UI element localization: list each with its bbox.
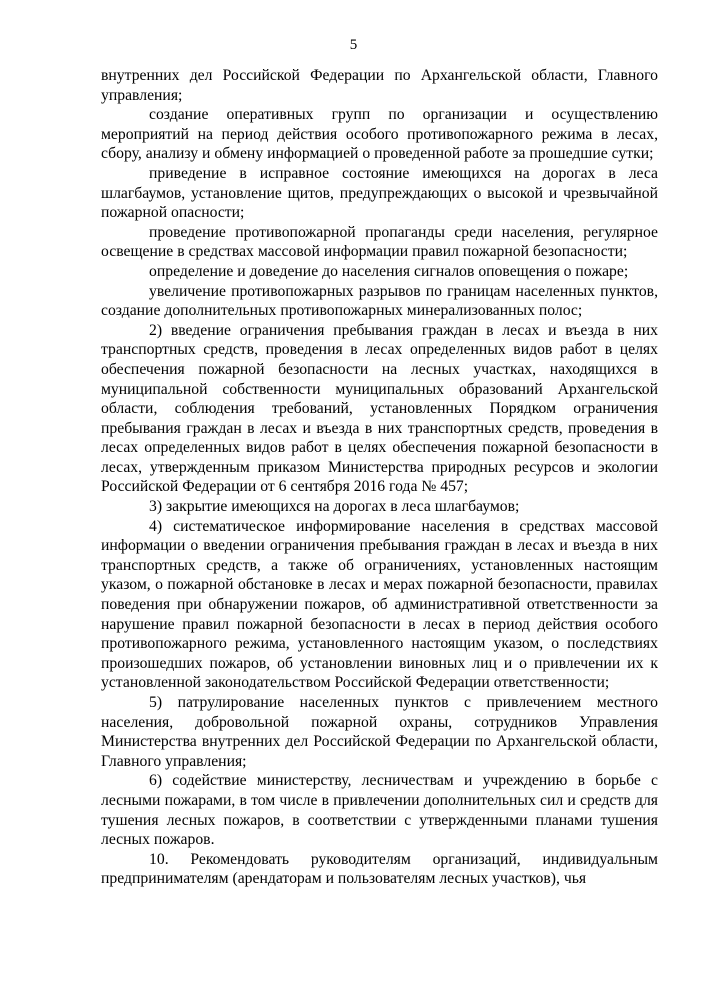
paragraph-item-2: 2) введение ограничения пребывания граждан в лесах и въезда в них транспортных средств, проведения в лесах определенных видов работ в целях обеспечения пожарной безопасности на лесных участках, находящихся в муниципальной собственности муниципальных образований Архангельской области, соблюдения требований, установленных Порядком ограничения пребывания граждан в лесах и въезда в них транспортных средств, проведения в лесах определенных видов работ в целях обеспечения пожарной безопасности в лесах, утвержденным приказом Министерства природных ресурсов и экологии Российской Федерации от 6 сентября 2016 года № 457; bbox=[101, 321, 658, 496]
paragraph-barriers: приведение в исправное состояние имеющихся на дорогах в леса шлагбаумов, установление щитов, предупреждающих о высокой и чрезвычайной пожарной опасности; bbox=[101, 164, 658, 222]
paragraph-item-4: 4) систематическое информирование населения в средствах массовой информации о введении ограничения пребывания граждан в лесах и въезда в них транспортных средств, а также об ограничениях, установленных настоящим указом, о пожарной обстановке в лесах и мерах пожарной безопасности, правилах поведения при обнаружении пожаров, об административной ответственности за нарушение правил пожарной безопасности в лесах в период действия особого противопожарного режима, установленного настоящим указом, о последствиях произошедших пожаров, об установлении виновных лиц и о привлечении их к установленной законодательством Российской Федерации ответственности; bbox=[101, 517, 658, 692]
paragraph-item-6: 6) содействие министерству, лесничествам и учреждению в борьбе с лесными пожарами, в том числе в привлечении дополнительных сил и средств для тушения лесных пожаров, в соответствии с утвержденными планами тушения лесных пожаров. bbox=[101, 772, 658, 849]
paragraph-propaganda: проведение противопожарной пропаганды среди населения, регулярное освещение в средствах массовой информации правил пожарной безопасности; bbox=[101, 223, 658, 261]
paragraph-firebreaks: увеличение противопожарных разрывов по границам населенных пунктов, создание дополнительных противопожарных минерализованных полос; bbox=[101, 282, 658, 320]
paragraph-operational-groups: создание оперативных групп по организации и осуществлению мероприятий на период действия особого противопожарного режима в лесах, сбору, анализу и обмену информацией о проведенной работе за прошедшие сутки; bbox=[101, 106, 658, 163]
paragraph-alert-signals: определение и доведение до населения сигналов оповещения о пожаре; bbox=[149, 262, 629, 280]
paragraph-item-5: 5) патрулирование населенных пунктов с привлечением местного населения, добровольной пожарной охраны, сотрудников Управления Министерства внутренних дел Российской Федерации по Архангельской области, Главного управления; bbox=[101, 694, 658, 770]
page-number: 5 bbox=[349, 37, 358, 53]
document-body bbox=[101, 66, 658, 889]
paragraph-continuation: внутренних дел Российской Федерации по Архангельской области, Главного управления; bbox=[101, 67, 658, 104]
paragraph-clause-10: 10. Рекомендовать руководителям организаций, индивидуальным предпринимателям (арендаторам и пользователям лесных участков), чья bbox=[101, 850, 658, 888]
paragraph-item-3: 3) закрытие имеющихся на дорогах в леса шлагбаумов; bbox=[149, 498, 520, 516]
